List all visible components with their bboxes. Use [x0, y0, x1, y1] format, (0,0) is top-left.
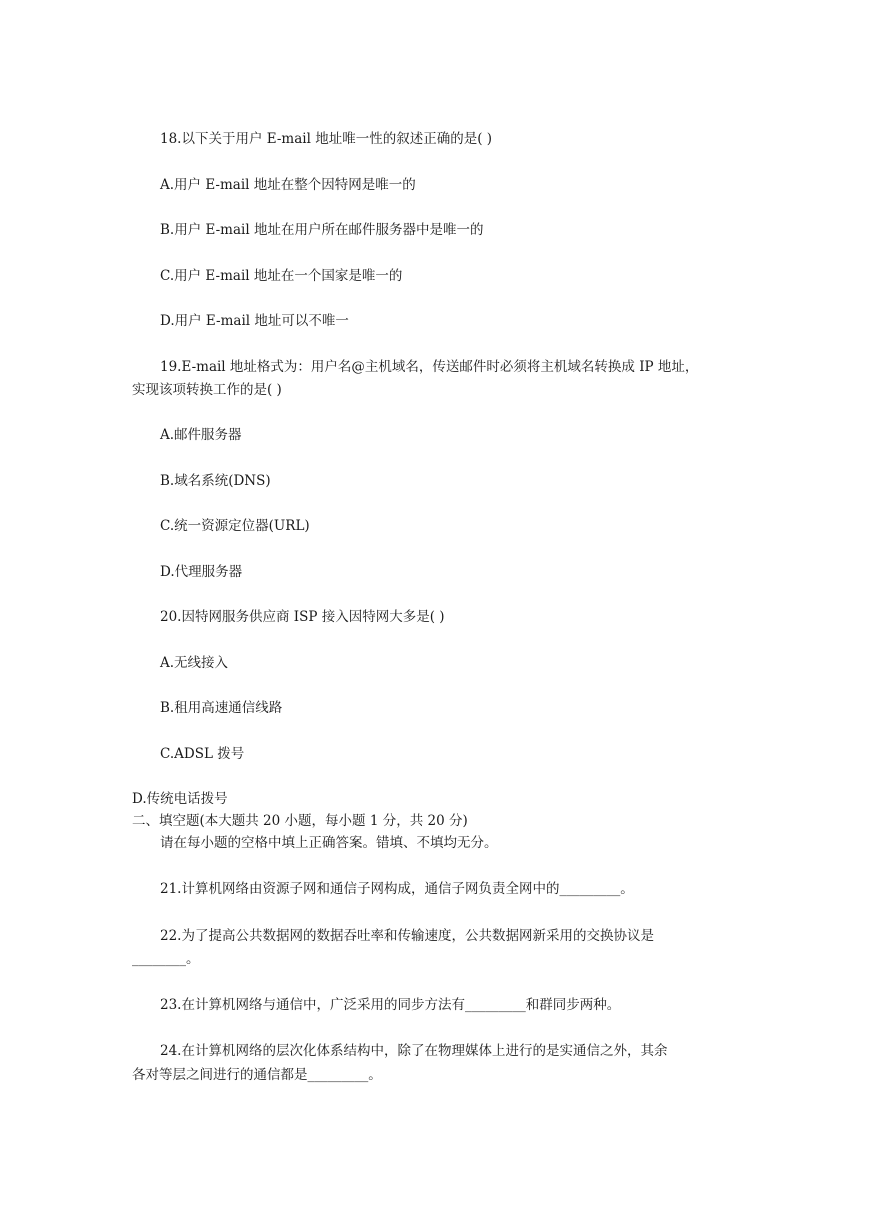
option-c: C.统一资源定位器(URL): [160, 518, 310, 534]
option-b: B.用户 E-mail 地址在用户所在邮件服务器中是唯一的: [160, 222, 484, 238]
option-a: A.邮件服务器: [160, 427, 242, 443]
question-21: 21.计算机网络由资源子网和通信子网构成，通信子网负责全网中的_________。: [160, 881, 634, 897]
question-line1: 24.在计算机网络的层次化体系结构中，除了在物理媒体上进行的是实通信之外，其余: [160, 1043, 668, 1059]
option-d: D.用户 E-mail 地址可以不唯一: [160, 313, 349, 329]
question-line1: 22.为了提高公共数据网的数据吞吐率和传输速度，公共数据网新采用的交换协议是: [160, 928, 654, 944]
option-c: C.用户 E-mail 地址在一个国家是唯一的: [160, 268, 403, 284]
option-c: C.ADSL 拨号: [160, 746, 245, 762]
question-stem: 18.以下关于用户 E-mail 地址唯一性的叙述正确的是( ): [160, 131, 493, 147]
question-line2: ________。: [132, 951, 200, 967]
question-stem: 20.因特网服务供应商 ISP 接入因特网大多是( ): [160, 609, 445, 625]
question-stem-line1: 19.E-mail 地址格式为：用户名@主机域名，传送邮件时必须将主机域名转换成 IP 地址，: [160, 359, 699, 375]
option-a: A.无线接入: [160, 655, 229, 671]
question-line2: 各对等层之间进行的通信都是_________。: [132, 1067, 382, 1083]
option-b: B.租用高速通信线路: [160, 700, 283, 716]
option-d: D.传统电话拨号: [132, 791, 228, 807]
question-stem-line2: 实现该项转换工作的是( ): [132, 382, 282, 398]
option-a: A.用户 E-mail 地址在整个因特网是唯一的: [160, 177, 416, 193]
section-instruction: 请在每小题的空格中填上正确答案。错填、不填均无分。: [160, 835, 498, 851]
question-23: 23.在计算机网络与通信中，广泛采用的同步方法有_________和群同步两种。: [160, 997, 621, 1013]
section-heading: 二、填空题(本大题共 20 小题，每小题 1 分，共 20 分): [132, 813, 468, 829]
option-d: D.代理服务器: [160, 564, 243, 580]
option-b: B.域名系统(DNS): [160, 473, 271, 489]
